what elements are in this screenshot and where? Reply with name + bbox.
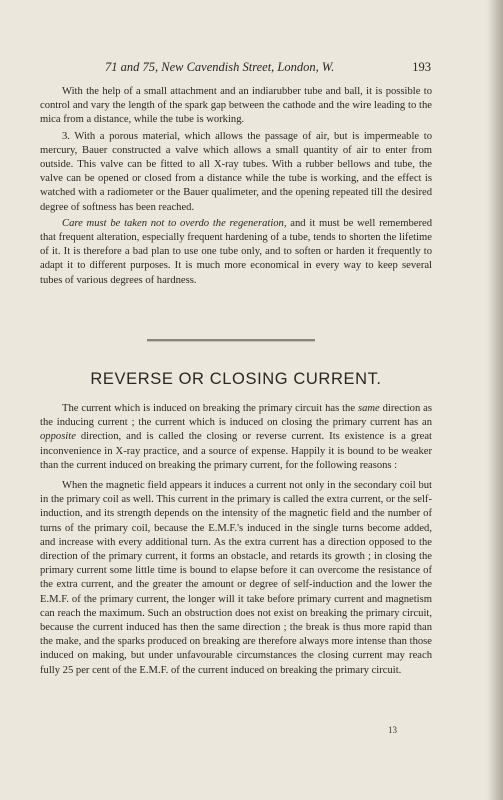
page-number: 193 (412, 60, 431, 74)
emphasis: Care must be taken not to overdo the regeneration, (62, 217, 287, 229)
text-block-bottom (40, 402, 432, 678)
paragraph-text: The current which is induced on breaking the primary circuit has the (62, 403, 358, 414)
paragraph (40, 402, 432, 473)
text-block-top (40, 85, 432, 288)
paragraph: 3. With a porous material, which allows the passage of air, but is impermeable to mercury, Bauer constructed a valve which allows a small quantity of air to enter from outside. This valve can be fitted to all X-ray tubes. With a rubber bellows and tube, the valve can be opened or closed from a distance while the tube is working, and the effect is watched with a radiometer or the Bauer qualimeter, and the opening repeated till the desired degree of softness has been reached. (40, 130, 432, 213)
paragraph: With the help of a small attachment and an indiarubber tube and ball, it is possible to control and vary the length of the spark gap between the cathode and the wire leading to the mica from a distance, while the tube is working. (40, 86, 432, 126)
section-divider (147, 339, 315, 342)
emphasis: same (357, 403, 380, 414)
paragraph-text: and it must be well remembered that frequent alteration, especially frequent hardening of a tube, tends to shorten the lifetime of it. It is therefore a bad plan to use one tube only, and to soften or harden it frequently to adapt it to different purposes. It is much more economical in every way to keep several tubes of various degrees of hardness. (40, 217, 433, 286)
paragraph-text: direction as the inducing current ; the current which is induced on closing the primary current has an (40, 403, 432, 429)
section-heading: REVERSE OR CLOSING CURRENT. (90, 370, 382, 388)
paragraph (40, 217, 432, 288)
signature-mark: 13 (388, 725, 397, 735)
emphasis: opposite (40, 431, 76, 443)
paragraph-text: direction, and is called the closing or reverse current. Its existence is a great inconvenience in X-ray practice, and a source of expense. Happily it is bound to be weaker than the current induced on breaking the primary current, for the following reasons : (40, 431, 432, 471)
paragraph: When the magnetic field appears it induces a current not only in the secondary coil but in the primary coil as well. This current in the primary is called the extra current, or the self-induction, and its strength depends on the intensity of the magnetic field and the number of turns of the primary coil, because the E.M.F.'s induced in the single turns become added, and increase with every additional turn. As the extra current has a direction opposed to the direction of the primary current, it forms an obstacle, and retards its growth ; in closing the primary current some little time is bound to elapse before it can overcome the resistance of the extra current, and the greater the amount or degree of self-induction and the lower the E.M.F. of the primary current, the longer will it take before primary current and magnetism can reach the maximum. Such an obstruction does not exist on breaking the primary circuit, because the current induced has then the same direction ; the break is thus more rapid than the make, and the sparks produced on breaking are therefore always more intense than those induced on making, but under unfavourable circumstances the closing current may reach fully 25 per cent of the E.M.F. of the current induced on breaking the primary circuit. (40, 480, 432, 676)
running-head: 71 and 75, New Cavendish Street, London, W. (105, 60, 335, 74)
